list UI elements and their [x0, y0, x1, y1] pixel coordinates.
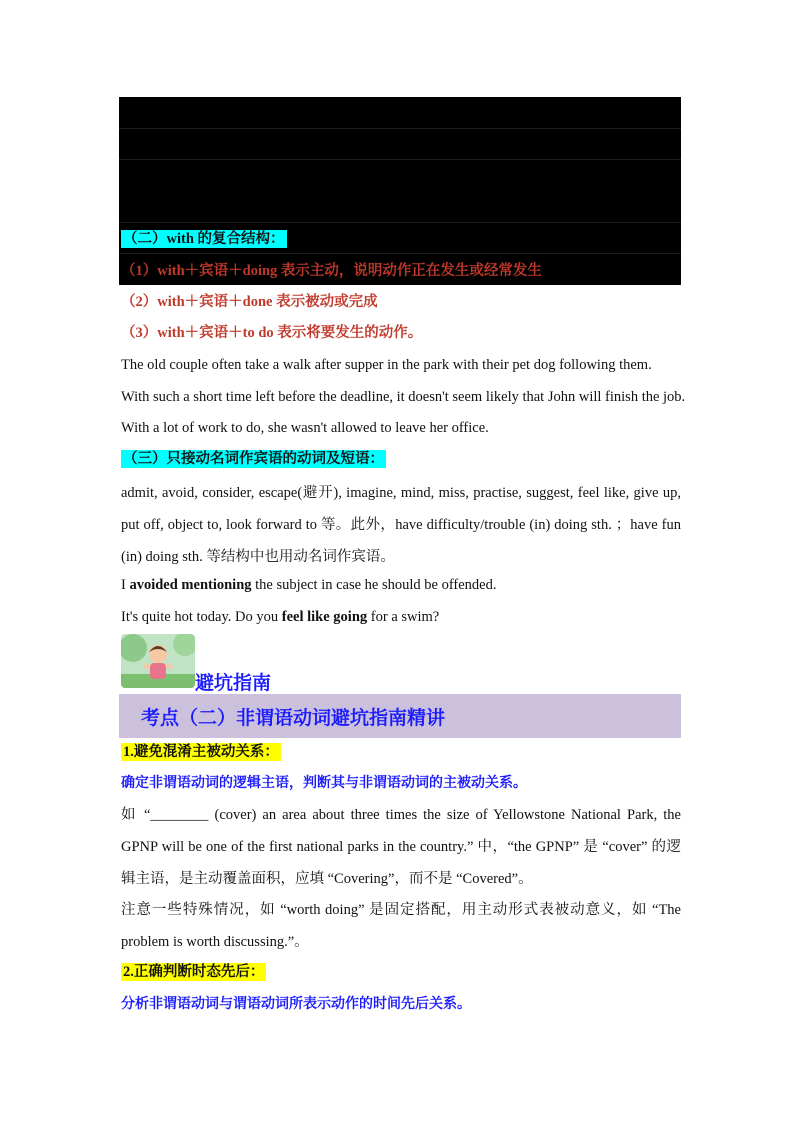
- point-2-heading: 2.正确判断时态先后：: [123, 964, 265, 980]
- cartoon-boy-illustration: [121, 634, 195, 688]
- example-1: The old couple often take a walk after supper in the park with their pet dog following them.: [121, 357, 652, 373]
- gerund-verbs-paragraph: admit, avoid, consider, escape(避开), imagine, mind, miss, practise, suggest, feel like, give up, put off, object to, look forward to 等。此外，have difficulty/trouble (in) doing sth. ；have fun (in) doing sth. 等结构中也用动名词作宾语。: [121, 485, 681, 565]
- topic-banner: [119, 694, 681, 738]
- rule-3: （3）with＋宾语＋to do 表示将要发生的动作。: [121, 325, 423, 341]
- point-2-summary: 分析非谓语动词与谓语动词所表示动作的时间先后关系。: [121, 996, 471, 1012]
- section-3-heading: （三）只接动名词作宾语的动词及短语：: [123, 451, 384, 467]
- point-1-summary: 确定非谓语动词的逻辑主语，判断其与非谓语动词的主被动关系。: [121, 775, 527, 791]
- guide-title: 避坑指南: [195, 672, 272, 694]
- point-1-note: 注意一些特殊情况，如 “worth doing” 是固定搭配，用主动形式表被动意义，如 “The problem is worth discussing.”。: [121, 902, 681, 950]
- rule-2: （2）with＋宾语＋done 表示被动或完成: [121, 294, 378, 310]
- rule-1: （1）with＋宾语＋doing 表示主动，说明动作正在发生或经常发生: [121, 263, 542, 279]
- point-1-example: 如 “________ (cover) an area about three times the size of Yellowstone National Park, the GPNP will be one of the first national parks in the country.” 中，“the GPNP” 是 “cover” 的逻辑主语，是主动覆盖面积，应填 “Covering”，而不是 “Covered”。: [121, 807, 681, 887]
- banner-title: 考点（二）非谓语动词避坑指南精讲: [141, 707, 446, 729]
- example-4: I avoided mentioning the subject in case he should be offended.: [121, 577, 497, 593]
- section-2-heading: （二）with 的复合结构：: [123, 231, 285, 247]
- example-5: It's quite hot today. Do you feel like going for a swim?: [121, 609, 440, 625]
- example-3: With a lot of work to do, she wasn't allowed to leave her office.: [121, 420, 489, 436]
- redacted-block: [119, 97, 681, 285]
- example-2: With such a short time left before the deadline, it doesn't seem likely that John will finish the job.: [121, 389, 686, 405]
- point-1-heading: 1.避免混淆主被动关系：: [123, 744, 279, 760]
